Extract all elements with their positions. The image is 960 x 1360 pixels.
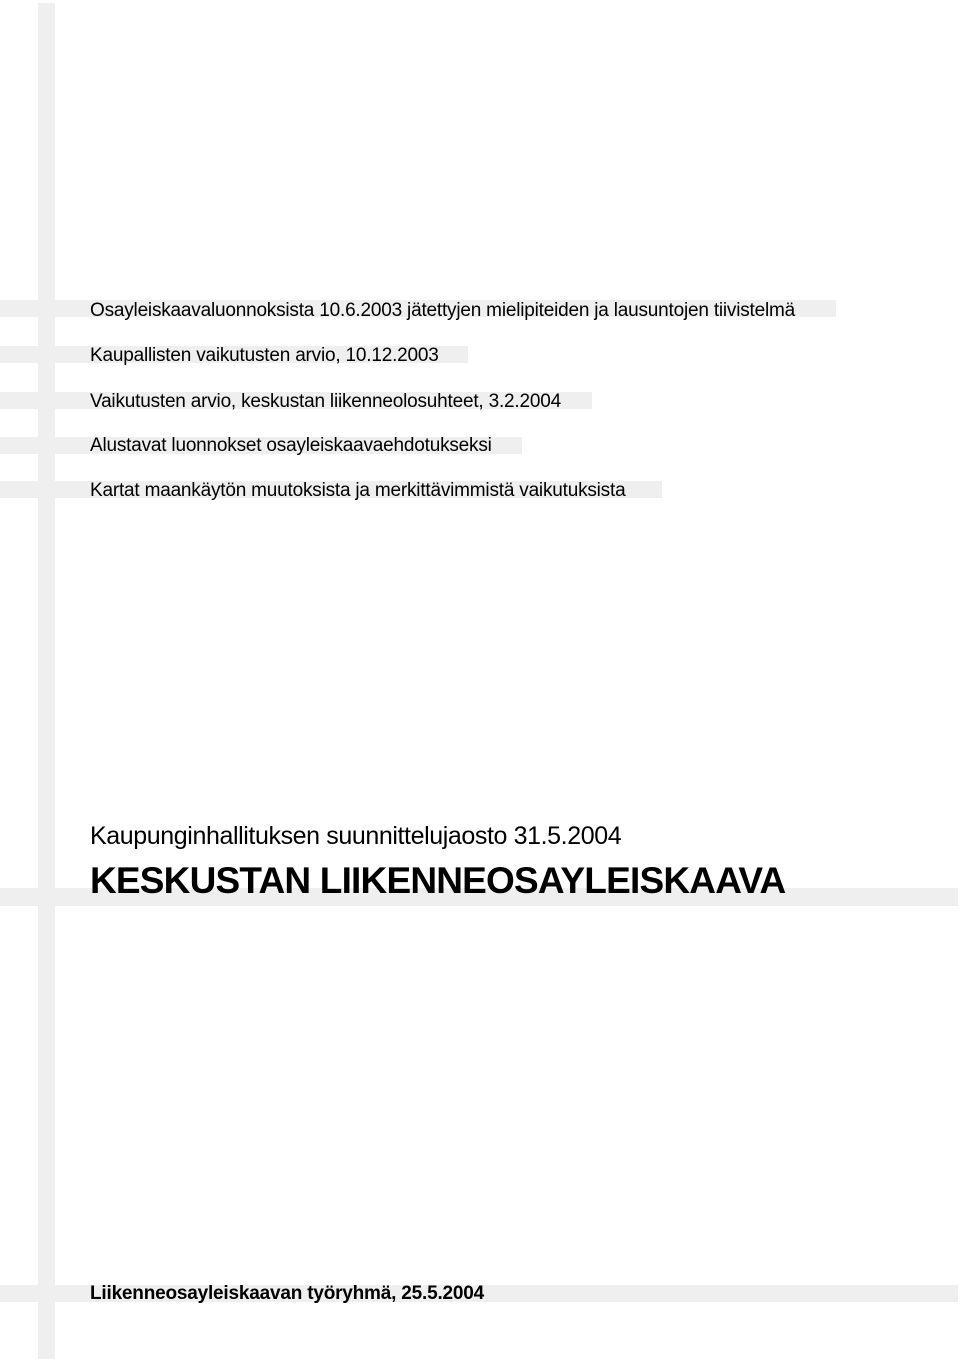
contents-item-4: Alustavat luonnokset osayleiskaavaehdotukseksi: [90, 435, 492, 456]
document-footer: Liikenneosayleiskaavan työryhmä, 25.5.2004: [90, 1283, 485, 1304]
document-subtitle: Kaupunginhallituksen suunnittelujaosto 31.5.2004: [90, 822, 622, 850]
document-title: KESKUSTAN LIIKENNEOSAYLEISKAAVA: [90, 860, 786, 901]
contents-item-1: Osayleiskaavaluonnoksista 10.6.2003 jätettyjen mielipiteiden ja lausuntojen tiivistelmä: [90, 300, 796, 321]
left-vertical-bar: [38, 3, 55, 1359]
contents-item-5: Kartat maankäytön muutoksista ja merkittävimmistä vaikutuksista: [90, 480, 626, 501]
contents-item-2: Kaupallisten vaikutusten arvio, 10.12.2003: [90, 345, 439, 366]
contents-item-3: Vaikutusten arvio, keskustan liikenneolosuhteet, 3.2.2004: [90, 391, 561, 412]
